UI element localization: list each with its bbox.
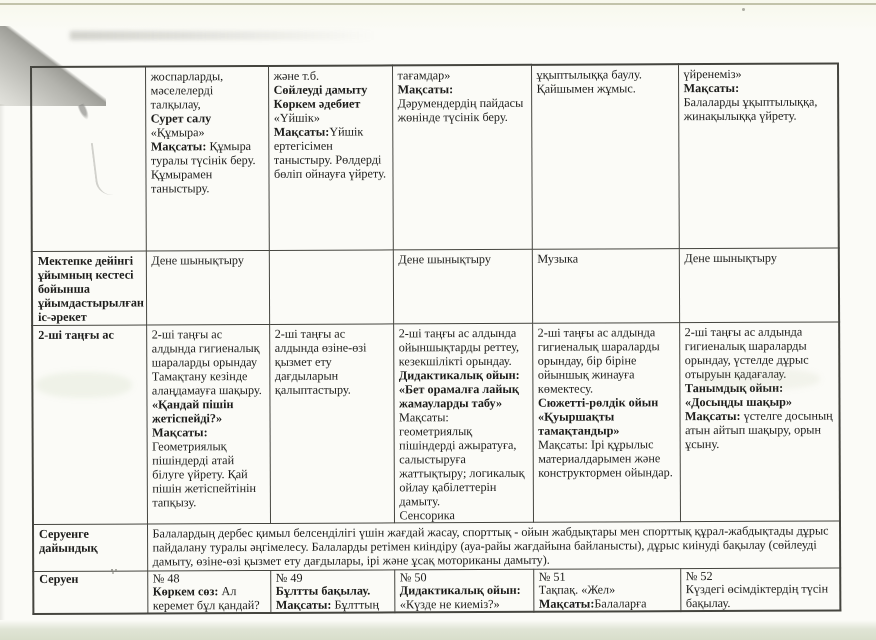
table-cell <box>679 247 839 322</box>
walk-preparation-row <box>33 521 840 572</box>
table-cell <box>147 521 840 571</box>
cell-paragraph: Дене шынықтыру <box>684 250 777 265</box>
cell-paragraph: Күздегі өсімдіктердің түсін бақылау. <box>685 581 829 610</box>
table-cell <box>268 65 393 250</box>
walk-row <box>33 568 840 614</box>
cell-paragraph: № 51 <box>538 569 566 584</box>
table-cell <box>392 65 532 250</box>
table-cell <box>270 570 394 613</box>
table-cell <box>32 324 147 524</box>
cell-paragraph: Танымдық ойын: <box>684 380 784 395</box>
cell-paragraph: Мектепке дейінгі ұйымның кестесі бойынша ұйымдастырылған іс-әрекет <box>37 253 144 324</box>
cell-paragraph: Мақсаты: Ірі құрылыс материалдарымен және конструктормен ойындар. <box>538 437 673 480</box>
cell-paragraph: Көркем сөз: Ал керемет бұл қандай? <box>152 584 260 613</box>
cell-paragraph: Серуен <box>39 571 79 586</box>
cell-paragraph: Сенсорика <box>399 508 455 523</box>
scan-bottom-edge <box>0 620 876 640</box>
cell-paragraph: Мақсаты:Балаларға <box>538 596 647 611</box>
table-cell <box>393 323 533 523</box>
table-cell <box>680 568 840 611</box>
cell-paragraph: Дене шынықтыру <box>398 251 491 266</box>
table-cell <box>31 66 146 250</box>
scheduled-activity-row <box>32 247 839 325</box>
cell-paragraph: және т.б. <box>273 68 320 83</box>
cell-paragraph: Балалардың дербес қимыл белсенділігі үшін жағдай жасау, спорттық - ойын жабдықтары мен спорттық құрал-жабдықтады дұрыс пайдалану туралы әңгімелесу. Балаларды ретімен киіндіру (ауа-райы жағдайына байланысты), дұрыс киінуді бақылау (сөйлеуді дамыту, өзіне-өзі қызмет ету дағдылары, ірі және ұсақ моториканы дамыту). <box>152 523 829 569</box>
table-cell <box>145 66 269 251</box>
cell-paragraph: 2-ші таңғы ас алдында ойыншықтарды реттеу, кезекшілікті орындау. <box>398 325 520 368</box>
cell-paragraph: Мақсаты: <box>152 424 208 440</box>
table-cell <box>531 64 679 249</box>
table-cell <box>393 249 532 324</box>
cell-paragraph: Дидактикалық ойын: «Бет орамалға лайық жамауларды табу» <box>398 367 520 411</box>
cell-paragraph: Мақсаты: Құмыра туралы түсінік беру. Құмырамен таныстыру. <box>150 139 256 196</box>
cell-paragraph: Мақсаты: Бұлттың <box>275 597 380 612</box>
cell-paragraph: 2-ші таңғы ас алдында гигиеналық шараларды орындау Тамақтану кезінде алаңдамауға шақыру. <box>151 326 262 398</box>
scan-shadow <box>70 31 430 40</box>
table-cell <box>678 63 839 248</box>
table-cell <box>394 569 533 612</box>
cell-paragraph: Геометриялық пішіндерді атай білуге үйрету. Қай пішін жетіспейтінін тапқызу. <box>152 438 257 510</box>
cell-paragraph: Серуенге дайындық <box>39 526 98 555</box>
cell-paragraph: Мақсаты: <box>683 80 740 96</box>
cell-paragraph: Тақпақ. «Жел» <box>538 582 616 598</box>
table-cell <box>33 524 147 571</box>
second-breakfast-row <box>32 321 840 524</box>
table-cell <box>269 249 393 324</box>
page-left-edge-shadow <box>0 104 5 620</box>
table-cell <box>679 321 840 521</box>
cell-paragraph: тағамдар» <box>397 68 451 83</box>
cell-paragraph: геометриялық пішіндерді ажыратуға, салыстыруға жаттықтыру; логикалық ойлау қабілеттерін дамыту. <box>399 423 525 509</box>
cell-paragraph: Көркем әдебиет <box>273 96 361 111</box>
cell-paragraph: «Үйшік» <box>273 110 320 126</box>
cell-paragraph: № 52 <box>685 568 713 584</box>
cell-paragraph: «Досыңды шақыр» <box>684 394 793 409</box>
table-cell <box>532 248 679 323</box>
cell-paragraph: Мақсаты:Үйшік ертегісімен таныстыру. Рөлдерді бөліп ойнауға үйрету. <box>273 124 387 182</box>
cell-paragraph: 2-ші таңғы ас <box>38 327 114 342</box>
table-cell <box>146 250 269 325</box>
cell-paragraph: Бұлтты бақылау. <box>275 583 371 599</box>
scan-top-edge <box>0 0 876 30</box>
table-cell <box>146 324 270 524</box>
cell-paragraph: ұқыптылыққа баулу. Қайшымен жұмыс. <box>536 67 642 96</box>
cell-paragraph: жоспарларды, мәселелерді талқылау, <box>150 69 224 112</box>
cell-paragraph: Дене шынықтыру <box>151 252 244 267</box>
table-cell <box>533 569 680 612</box>
cell-paragraph: Музыка <box>537 251 579 266</box>
table-cell <box>269 323 394 523</box>
cell-paragraph: № 48 <box>152 571 180 586</box>
table-cell <box>147 570 270 613</box>
plan-table-body <box>31 63 840 614</box>
cell-paragraph: 2-ші таңғы ас алдында өзіне-өзі қызмет ету дағдыларын қалыптастыру. <box>274 326 367 397</box>
cell-paragraph: үйренеміз» <box>683 66 742 82</box>
cell-paragraph: 2-ші таңғы ас алдында гигиеналық шараларды орындау, бір біріне ойыншық жинауға көмектесу. <box>537 324 660 396</box>
table-cell <box>33 571 147 614</box>
cell-paragraph: Балаларды ұқыптылыққа, жинақылыққа үйрету. <box>683 94 818 124</box>
cell-paragraph: 2-ші таңғы ас алдында гигиеналық шараларды орындау, үстелде дұрыс отыруын қадағалау. <box>684 324 809 381</box>
cell-paragraph: Мақсаты: үстелге досының атын айтып шақыру, орын ұсыну. <box>685 408 833 451</box>
continued-activities-row <box>31 63 839 251</box>
cell-paragraph: Дәрумендердің пайдасы жөнінде түсінік беру. <box>397 95 524 125</box>
cell-paragraph: Дидактикалық ойын: «Күзде не киеміз?» <box>399 583 521 612</box>
cell-paragraph: Сөйлеуді дамыту <box>273 82 368 97</box>
cell-paragraph: Мақсаты: <box>399 409 449 425</box>
cell-paragraph: № 50 <box>399 570 427 585</box>
cell-paragraph: Сюжетті-рөлдік ойын «Қуыршақты тамақтандыр» <box>537 394 659 438</box>
table-cell <box>532 322 680 522</box>
cell-paragraph: «Қандай пішін жетіспейді?» <box>151 396 234 426</box>
cell-paragraph: Сурет салу <box>150 111 212 126</box>
cell-paragraph: «Құмыра» <box>150 125 205 140</box>
cell-paragraph: Мақсаты: <box>397 82 454 97</box>
cell-paragraph: № 49 <box>275 570 303 585</box>
plan-table <box>30 62 841 615</box>
table-cell <box>32 250 146 324</box>
